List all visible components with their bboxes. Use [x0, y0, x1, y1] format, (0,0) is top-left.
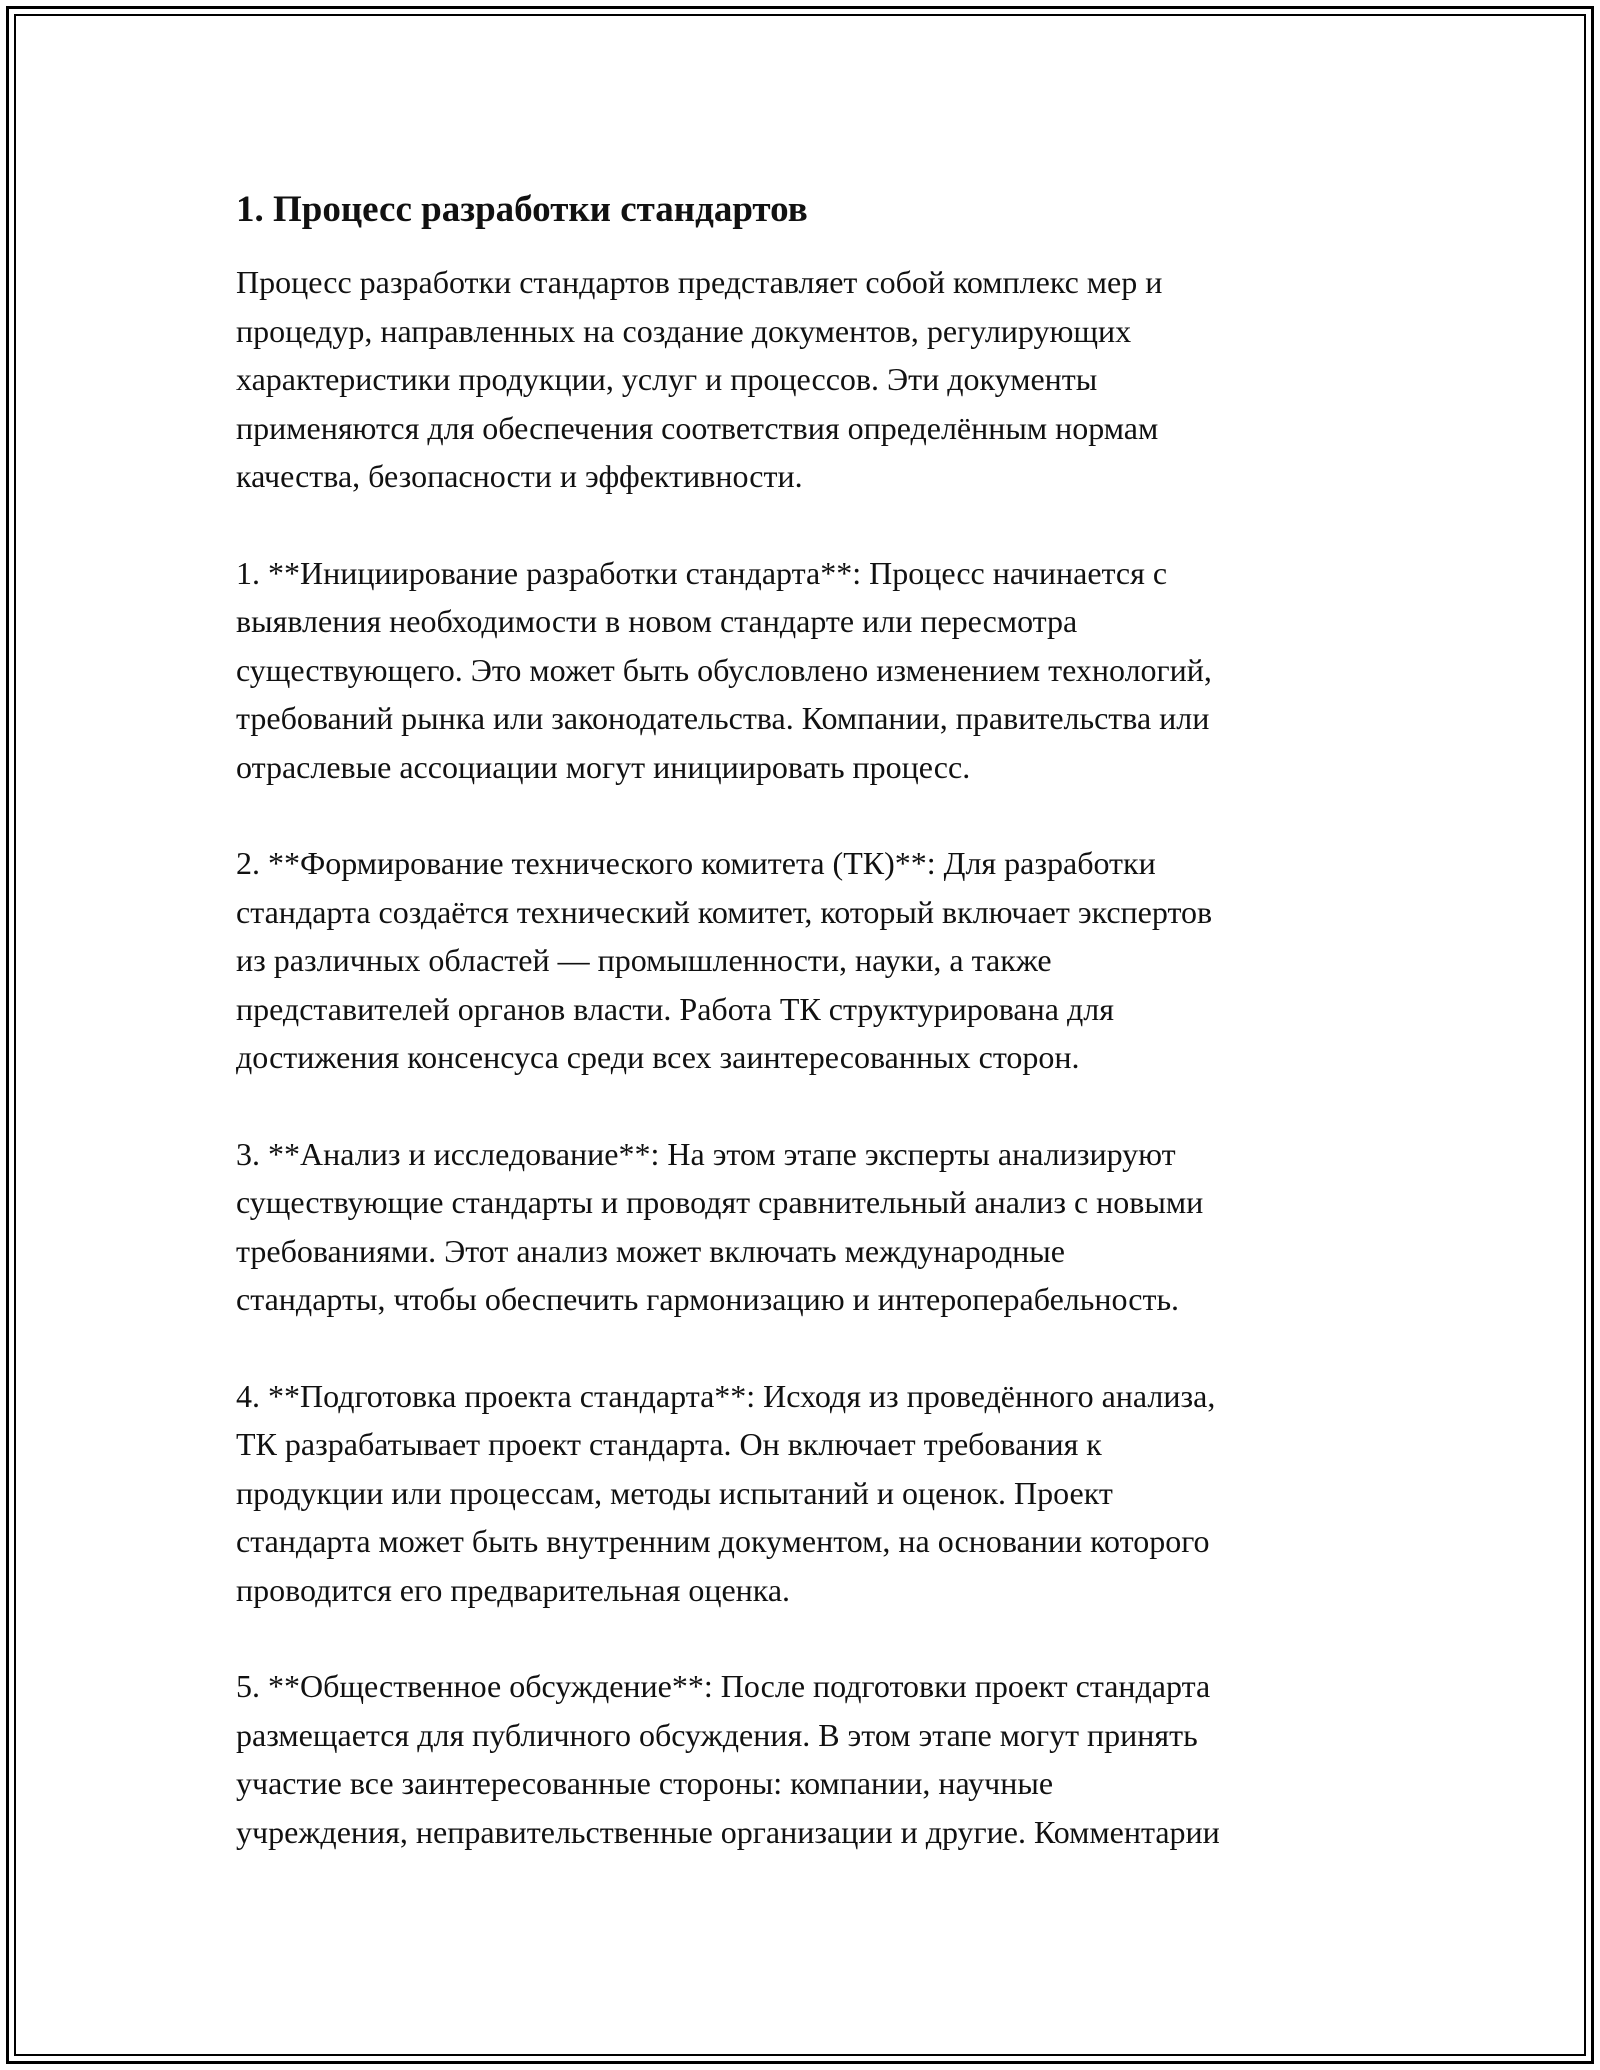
document-page: [236, 186, 1376, 1904]
text-line: выявления необходимости в новом стандарте или пересмотра: [236, 603, 1078, 639]
step-paragraph-2: [236, 839, 1376, 1082]
step-paragraph-5: [236, 1662, 1376, 1856]
text-line: Процесс разработки стандартов представляет собой комплекс мер и: [236, 264, 1163, 300]
text-line: проводится его предварительная оценка.: [236, 1571, 791, 1608]
text-line: требованиями. Этот анализ может включать международные: [236, 1232, 1065, 1269]
text-line: стандарта может быть внутренним документом, на основании которого: [236, 1523, 1210, 1559]
text-line: стандарты, чтобы обеспечить гармонизацию и интероперабельность.: [236, 1281, 1180, 1317]
text-line: существующие стандарты и проводят сравнительный анализ с новыми: [236, 1184, 1204, 1220]
text-line: стандарта создаётся технический комитет, который включает экспертов: [236, 893, 1213, 930]
text-line: существующего. Это может быть обусловлено изменением технологий,: [236, 651, 1212, 688]
text-line: 1. **Инициирование разработки стандарта**: Процесс начинается с: [236, 554, 1168, 591]
intro-paragraph: [236, 258, 1376, 501]
text-line: качества, безопасности и эффективности.: [236, 458, 803, 494]
text-line: достижения консенсуса среди всех заинтересованных сторон.: [236, 1039, 1080, 1075]
text-line: учреждения, неправительственные организации и другие. Комментарии: [236, 1813, 1220, 1850]
text-line: 2. **Формирование технического комитета (ТК)**: Для разработки: [236, 845, 1156, 881]
text-line: 3. **Анализ и исследование**: На этом этапе эксперты анализируют: [236, 1135, 1176, 1172]
text-line: 4. **Подготовка проекта стандарта**: Исходя из проведённого анализа,: [236, 1377, 1216, 1414]
text-line: характеристики продукции, услуг и процессов. Эти документы: [236, 361, 1098, 397]
section-title: 1. Процесс разработки стандартов: [236, 189, 808, 230]
text-line: участие все заинтересованные стороны: компании, научные: [236, 1765, 1054, 1801]
step-paragraph-3: [236, 1130, 1376, 1324]
text-line: представителей органов власти. Работа ТК структурирована для: [236, 990, 1114, 1027]
text-line: применяются для обеспечения соответствия определённым нормам: [236, 409, 1159, 446]
step-paragraph-4: [236, 1372, 1376, 1615]
text-line: размещается для публичного обсуждения. В этом этапе могут принять: [236, 1716, 1198, 1753]
text-line: 5. **Общественное обсуждение**: После подготовки проект стандарта: [236, 1668, 1211, 1704]
text-line: процедур, направленных на создание документов, регулирующих: [236, 312, 1132, 349]
text-line: продукции или процессам, методы испытаний и оценок. Проект: [236, 1474, 1113, 1511]
text-line: из различных областей — промышленности, науки, а также: [236, 942, 1052, 978]
step-paragraph-1: [236, 549, 1376, 792]
text-line: ТК разрабатывает проект стандарта. Он включает требования к: [236, 1426, 1102, 1462]
text-line: требований рынка или законодательства. Компании, правительства или: [236, 700, 1210, 736]
text-line: отраслевые ассоциации могут инициировать процесс.: [236, 748, 971, 785]
